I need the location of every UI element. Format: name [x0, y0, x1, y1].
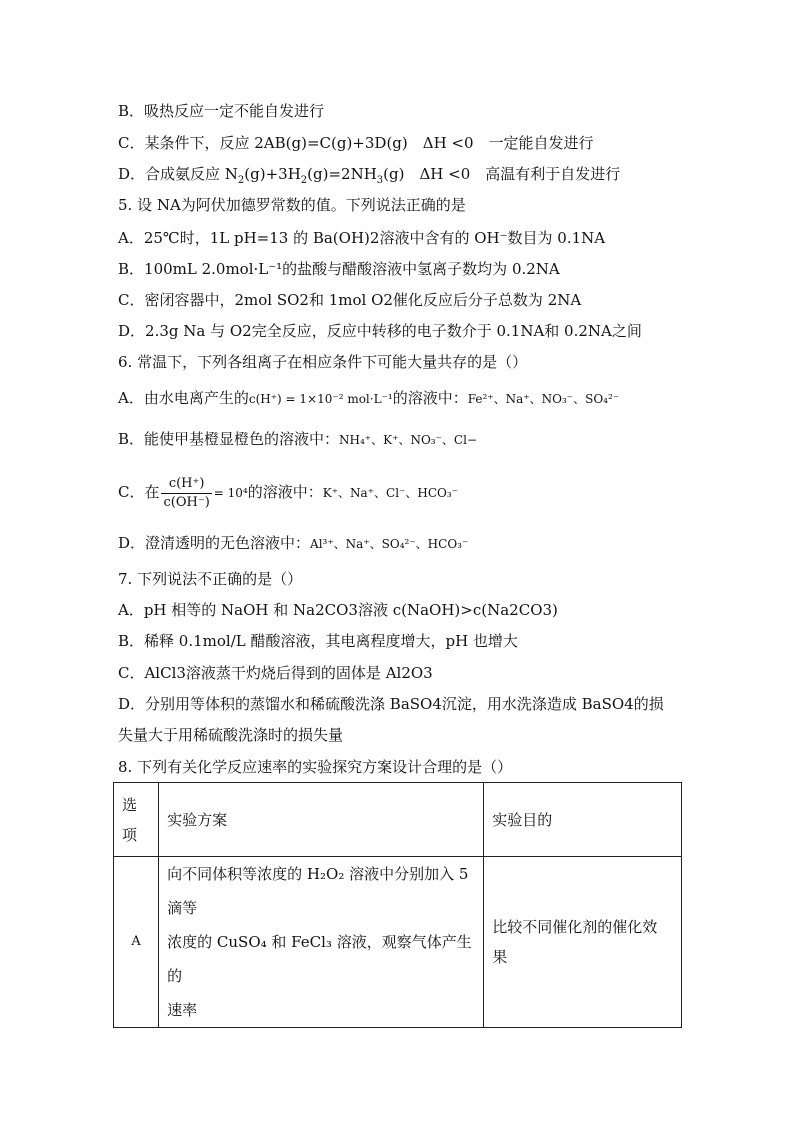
q6-a-ions: Fe²⁺、Na⁺、NO₃⁻、SO₄²⁻	[467, 392, 620, 406]
q6-c-ions: K⁺、Na⁺、Cl⁻、HCO₃⁻	[322, 486, 459, 500]
row-a-plan-line-1: 向不同体积等浓度的 H₂O₂ 溶液中分别加入 5	[167, 865, 469, 883]
table-header-row	[114, 783, 682, 857]
q6-a-formula: c(H⁺) = 1×10⁻² mol·L⁻¹	[248, 392, 393, 406]
row-a-plan-line-4: 速率	[167, 1001, 198, 1019]
q6-c-denominator: c(OH⁻)	[163, 494, 210, 510]
q7-option-b: B．稀释 0.1mol/L 醋酸溶液，其电离程度增大，pH 也增大	[118, 632, 518, 650]
q6-b-ions: NH₄⁺、K⁺、NO₃⁻、Cl−	[339, 433, 477, 447]
q6-c-numerator: c(H⁺)	[161, 475, 211, 494]
table-row	[114, 857, 682, 1028]
row-a-goal-line-2: 果	[492, 948, 508, 966]
q6-c-text: C．在	[118, 483, 160, 501]
header-goal: 实验目的	[484, 783, 682, 857]
q6-option-c	[118, 470, 458, 515]
q6-c-value: = 10⁴	[213, 486, 248, 500]
q8-stem: 8. 下列有关化学反应速率的实验探究方案设计合理的是（）	[118, 758, 513, 776]
q5-option-b: B．100mL 2.0mol·L⁻¹的盐酸与醋酸溶液中氢离子数均为 0.2NA	[118, 260, 560, 278]
q6-b-text: B．能使甲基橙显橙色的溶液中：	[118, 430, 340, 448]
q5-option-c: C．密闭容器中，2mol SO2和 1mol O2催化反应后分子总数为 2NA	[118, 291, 582, 309]
row-a-plan-line-2: 滴等	[167, 899, 198, 917]
q6-option-a	[118, 388, 619, 409]
q6-a-text: A．由水电离产生的	[118, 389, 249, 407]
row-a-plan	[159, 857, 484, 1028]
row-a-plan-line-3: 浓度的 CuSO₄ 和 FeCl₃ 溶液，观察气体产生的	[167, 933, 472, 985]
q5-option-a: A．25℃时，1L pH=13 的 Ba(OH)2溶液中含有的 OH⁻数目为 0.1NA	[118, 229, 606, 247]
q7-option-c: C．AlCl3溶液蒸干灼烧后得到的固体是 Al2O3	[118, 664, 433, 682]
q7-option-d-cont: 失量大于用稀硫酸洗涤时的损失量	[118, 726, 344, 744]
q4-option-d: D．合成氨反应 $N_2(g)+3H_2(g)=2NH_3(g)$ ΔH <0 高温有利于自发进行	[118, 165, 621, 186]
q6-option-b	[118, 429, 477, 450]
q6-option-d	[118, 533, 468, 554]
q4-d-text-2: (g)+3H	[244, 165, 301, 183]
q6-d-ions: Al³⁺、Na⁺、SO₄²⁻、HCO₃⁻	[310, 537, 469, 551]
q6-d-text: D．澄清透明的无色溶液中：	[118, 534, 311, 552]
q4-option-b: B．吸热反应一定不能自发进行	[118, 102, 325, 120]
header-option-1: 选	[122, 795, 138, 814]
q6-c-text-2: 的溶液中：	[247, 483, 323, 501]
header-plan: 实验方案	[159, 783, 484, 857]
q4-d-text-4: (g) ΔH <0 高温有利于自发进行	[383, 165, 621, 183]
q7-option-d: D．分别用等体积的蒸馏水和稀硫酸洗涤 BaSO4沉淀，用水洗涤造成 BaSO4的损	[118, 695, 664, 713]
q4-option-c: C．某条件下，反应 2AB(g)=C(g)+3D(g) ΔH <0 一定能自发进行	[118, 134, 594, 152]
q6-a-text-2: 的溶液中：	[392, 389, 468, 407]
header-option	[114, 783, 159, 857]
q6-c-fraction	[161, 475, 211, 512]
q4-d-text-1: D．合成氨反应 N	[118, 165, 238, 183]
q6-stem: 6. 常温下，下列各组离子在相应条件下可能大量共存的是（）	[118, 353, 528, 371]
q8-table	[113, 782, 682, 1028]
q5-option-d: D．2.3g Na 与 O2完全反应，反应中转移的电子数介于 0.1NA和 0.2NA之间	[118, 322, 642, 340]
q4-d-text-3: (g)=2NH	[307, 165, 377, 183]
q7-stem: 7. 下列说法不正确的是（）	[118, 570, 303, 588]
row-a-goal-line-1: 比较不同催化剂的催化效	[492, 918, 658, 936]
header-option-2: 项	[122, 825, 138, 844]
q7-option-a: A．pH 相等的 NaOH 和 Na2CO3溶液 c(NaOH)>c(Na2CO3)	[118, 601, 558, 619]
row-a-option: A	[114, 857, 159, 1028]
q5-stem: 5. 设 NA为阿伏加德罗常数的值。下列说法正确的是	[118, 196, 466, 214]
row-a-goal	[484, 857, 682, 1028]
